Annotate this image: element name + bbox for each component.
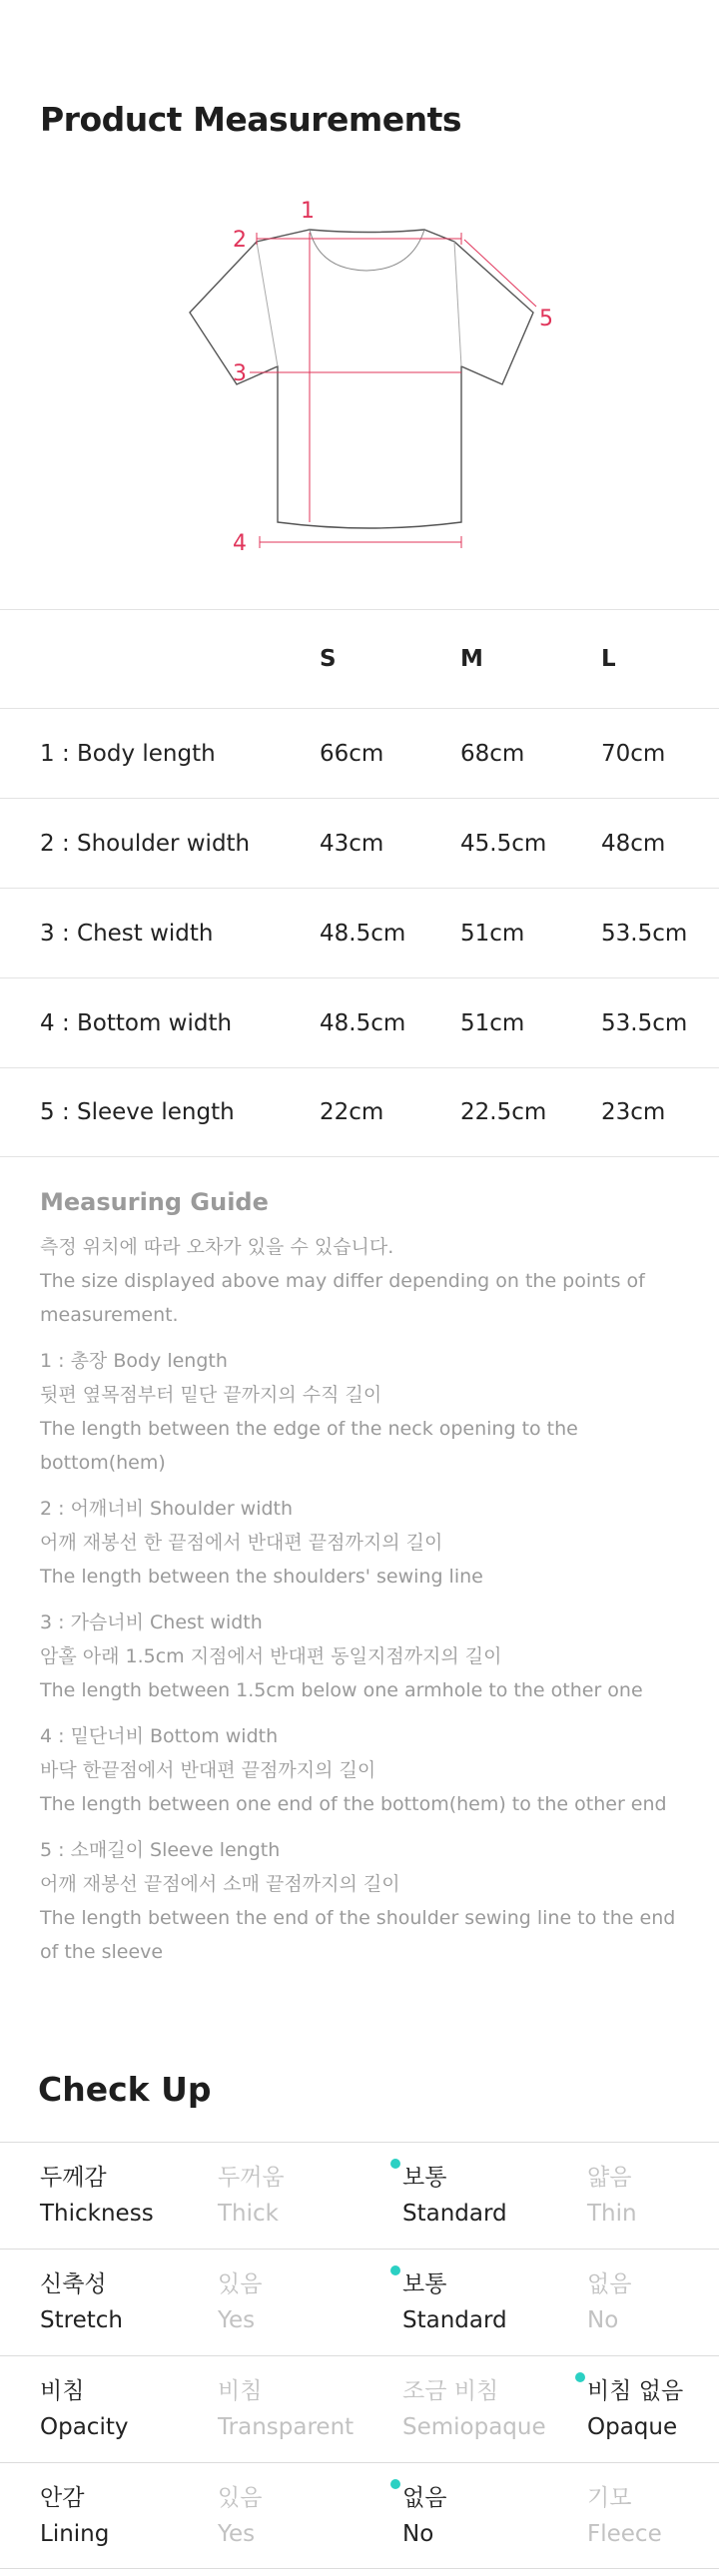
guide-item <box>40 1492 699 1594</box>
option-ko: 보통 <box>402 2271 447 2297</box>
row-label: 3 : Chest width <box>40 920 214 947</box>
value-l: 23cm <box>601 1099 666 1125</box>
guide-item-ko: 바닥 한끝점에서 반대편 끝점까지의 길이 <box>40 1759 376 1781</box>
option-en: Yes <box>218 2520 256 2547</box>
guide-intro-en: The size displayed above may differ depending on the points of measurement. <box>40 1270 645 1326</box>
value-s: 48.5cm <box>320 920 406 947</box>
value-s: 48.5cm <box>320 1009 406 1036</box>
label-ko: 안감 <box>40 2484 85 2511</box>
option-ko: 기모 <box>587 2484 632 2511</box>
option-ko: 얇음 <box>587 2165 632 2191</box>
measure-line-5 <box>464 240 536 307</box>
guide-item-en: The length between 1.5cm below one armhole to the other one <box>40 1679 643 1701</box>
label-en: Thickness <box>40 2201 154 2227</box>
option-ko: 두꺼움 <box>218 2165 285 2191</box>
checkup-option <box>402 2356 546 2462</box>
table-row <box>0 888 719 977</box>
measuring-guide <box>40 1186 699 1969</box>
option-ko: 조금 비침 <box>402 2378 499 2404</box>
checkup-option <box>402 2463 446 2568</box>
value-l: 53.5cm <box>601 1009 688 1036</box>
value-m: 45.5cm <box>460 830 547 857</box>
value-m: 68cm <box>460 740 525 767</box>
checkup-option <box>587 2250 631 2355</box>
selected-indicator-icon <box>575 2372 585 2382</box>
row-label: 1 : Body length <box>40 740 216 767</box>
option-ko: 비침 <box>218 2378 263 2404</box>
checkup-option <box>218 2250 262 2355</box>
value-m: 51cm <box>460 920 525 947</box>
guide-title: Measuring Guide <box>40 1188 269 1216</box>
checkup-label <box>40 2356 128 2462</box>
checkup-option <box>587 2356 683 2462</box>
checkup-option <box>218 2143 285 2249</box>
checkup-row-stretch <box>0 2249 719 2355</box>
guide-item-en: The length between one end of the bottom(hem) to the other end <box>40 1793 667 1815</box>
option-ko: 있음 <box>218 2271 263 2297</box>
checkup-table <box>0 2142 719 2569</box>
guide-item-en: The length between the edge of the neck opening to the bottom(hem) <box>40 1418 578 1474</box>
value-m: 51cm <box>460 1009 525 1036</box>
option-en: No <box>402 2520 434 2547</box>
label-en: Opacity <box>40 2414 129 2440</box>
option-ko: 보통 <box>402 2165 447 2191</box>
value-l: 48cm <box>601 830 666 857</box>
option-ko: 없음 <box>587 2271 632 2297</box>
guide-item <box>40 1606 699 1707</box>
marker-5: 5 <box>539 307 553 331</box>
column-header-s: S <box>320 646 337 672</box>
option-ko: 비침 없음 <box>587 2378 684 2404</box>
row-label: 2 : Shoulder width <box>40 830 251 857</box>
guide-item-heading: 2 : 어깨너비 Shoulder width <box>40 1498 294 1520</box>
checkup-option <box>587 2463 662 2568</box>
guide-item-heading: 4 : 밑단너비 Bottom width <box>40 1725 279 1747</box>
row-label: 5 : Sleeve length <box>40 1099 235 1125</box>
value-l: 70cm <box>601 740 666 767</box>
option-en: Transparent <box>218 2414 355 2440</box>
option-en: Semiopaque <box>402 2414 546 2440</box>
marker-1: 1 <box>301 199 315 224</box>
page-title: Product Measurements <box>40 100 462 139</box>
table-row <box>0 708 719 798</box>
guide-item-ko: 암홀 아래 1.5cm 지점에서 반대편 동일지점까지의 길이 <box>40 1645 502 1667</box>
selected-indicator-icon <box>390 2479 400 2489</box>
guide-item-ko: 뒷편 옆목점부터 밑단 끝까지의 수직 길이 <box>40 1384 382 1406</box>
size-table-header <box>0 609 719 708</box>
marker-4: 4 <box>233 531 247 556</box>
option-en: Yes <box>218 2307 256 2333</box>
selected-indicator-icon <box>390 2265 400 2275</box>
option-en: Thin <box>587 2201 637 2227</box>
guide-item-heading: 3 : 가슴너비 Chest width <box>40 1611 263 1633</box>
value-l: 53.5cm <box>601 920 688 947</box>
table-row <box>0 798 719 888</box>
guide-item-en: The length between the end of the shoulder sewing line to the end of the sleeve <box>40 1907 676 1963</box>
checkup-option <box>402 2143 507 2249</box>
checkup-row-lining <box>0 2462 719 2569</box>
table-row <box>0 1067 719 1157</box>
option-en: Thick <box>218 2201 279 2227</box>
selected-indicator-icon <box>390 2159 400 2169</box>
guide-item-ko: 어깨 재봉선 한 끝점에서 반대편 끝점까지의 길이 <box>40 1532 443 1554</box>
guide-item <box>40 1719 699 1821</box>
checkup-option <box>218 2463 262 2568</box>
row-label: 4 : Bottom width <box>40 1009 233 1036</box>
checkup-row-thickness <box>0 2142 719 2249</box>
label-ko: 비침 <box>40 2378 85 2404</box>
value-m: 22.5cm <box>460 1099 547 1125</box>
checkup-title: Check Up <box>38 2070 212 2109</box>
marker-2: 2 <box>233 228 247 253</box>
checkup-label <box>40 2250 123 2355</box>
seam-left <box>257 242 278 366</box>
checkup-option <box>218 2356 354 2462</box>
label-ko: 두께감 <box>40 2165 107 2191</box>
seam-right <box>454 242 461 366</box>
guide-item <box>40 1833 699 1969</box>
value-s: 43cm <box>320 830 384 857</box>
option-ko: 있음 <box>218 2484 263 2511</box>
label-en: Lining <box>40 2520 110 2547</box>
option-en: No <box>587 2307 619 2333</box>
tshirt-diagram <box>160 185 579 564</box>
option-ko: 없음 <box>402 2484 447 2511</box>
checkup-option <box>402 2250 507 2355</box>
option-en: Fleece <box>587 2520 662 2547</box>
column-header-l: L <box>601 646 616 672</box>
guide-item <box>40 1344 699 1480</box>
neckline <box>310 230 424 271</box>
checkup-option <box>587 2143 637 2249</box>
checkup-label <box>40 2463 109 2568</box>
checkup-label <box>40 2143 154 2249</box>
label-en: Stretch <box>40 2307 123 2333</box>
marker-3: 3 <box>233 361 247 386</box>
option-en: Standard <box>402 2201 507 2227</box>
label-ko: 신축성 <box>40 2271 107 2297</box>
option-en: Standard <box>402 2307 507 2333</box>
guide-item-en: The length between the shoulders' sewing line <box>40 1566 483 1588</box>
guide-item-heading: 1 : 총장 Body length <box>40 1350 228 1372</box>
size-table <box>0 609 719 1157</box>
value-s: 22cm <box>320 1099 384 1125</box>
guide-item-ko: 어깨 재봉선 끝점에서 소매 끝점까지의 길이 <box>40 1873 400 1895</box>
option-en: Opaque <box>587 2414 678 2440</box>
value-s: 66cm <box>320 740 384 767</box>
guide-intro-ko: 측정 위치에 따라 오차가 있을 수 있습니다. <box>40 1236 394 1258</box>
table-row <box>0 977 719 1067</box>
guide-item-heading: 5 : 소매길이 Sleeve length <box>40 1839 281 1861</box>
column-header-m: M <box>460 646 483 672</box>
checkup-row-opacity <box>0 2355 719 2462</box>
